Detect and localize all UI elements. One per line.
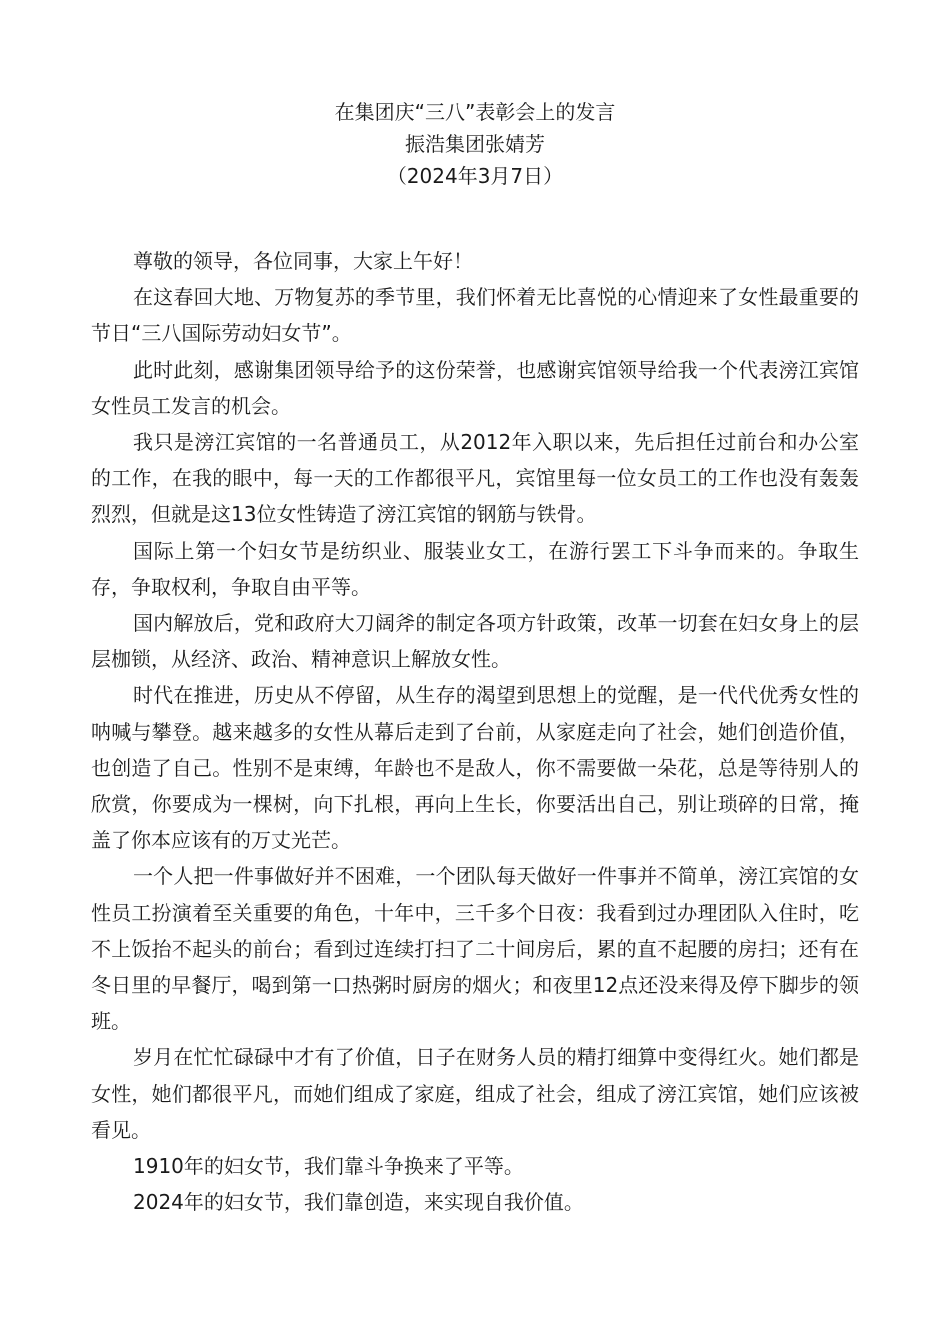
speech-body bbox=[91, 243, 859, 1220]
paragraph: 在这春回大地、万物复苏的季节里，我们怀着无比喜悦的心情迎来了女性最重要的节日“三八国际劳动妇女节”。 bbox=[91, 285, 859, 346]
paragraph: 一个人把一件事做好并不困难，一个团队每天做好一件事并不简单，滂江宾馆的女性员工扮演着至关重要的角色，十年中，三千多个日夜：我看到过办理团队入住时，吃不上饭抬不起头的前台；看到过连续打扫了二十间房后，累的直不起腰的房扫；还有在冬日里的早餐厅，喝到第一口热粥时厨房的烟火；和夜里12点还没来得及停下脚步的领班。 bbox=[91, 864, 859, 1034]
paragraph: 2024年的妇女节，我们靠创造，来实现自我价值。 bbox=[133, 1190, 584, 1215]
document-header bbox=[0, 96, 950, 192]
paragraph: 时代在推进，历史从不停留，从生存的渴望到思想上的觉醒，是一代代优秀女性的呐喊与攀登。越来越多的女性从幕后走到了台前，从家庭走向了社会，她们创造价值，也创造了自己。性别不是束缚，年龄也不是敌人，你不需要做一朵花，总是等待别人的欣赏，你要成为一棵树，向下扎根，再向上生长，你要活出自己，别让琐碎的日常，掩盖了你本应该有的万丈光芒。 bbox=[91, 683, 859, 853]
paragraph: 1910年的妇女节，我们靠斗争换来了平等。 bbox=[133, 1154, 524, 1179]
speech-date: （2024年3月7日） bbox=[386, 164, 564, 188]
paragraph: 岁月在忙忙碌碌中才有了价值，日子在财务人员的精打细算中变得红火。她们都是女性，她们都很平凡，而她们组成了家庭，组成了社会，组成了滂江宾馆，她们应该被看见。 bbox=[91, 1045, 859, 1142]
paragraph: 国内解放后，党和政府大刀阔斧的制定各项方针政策，改革一切套在妇女身上的层层枷锁，从经济、政治、精神意识上解放女性。 bbox=[91, 611, 859, 672]
paragraph-greeting: 尊敬的领导，各位同事，大家上午好！ bbox=[133, 249, 473, 273]
speaker-name: 振浩集团张婧芳 bbox=[405, 132, 545, 156]
paragraph: 国际上第一个妇女节是纺织业、服装业女工，在游行罢工下斗争而来的。争取生存，争取权利，争取自由平等。 bbox=[91, 538, 859, 599]
paragraph: 我只是滂江宾馆的一名普通员工，从2012年入职以来，先后担任过前台和办公室的工作，在我的眼中，每一天的工作都很平凡，宾馆里每一位女员工的工作也没有轰轰烈烈，但就是这13位女性铸造了滂江宾馆的钢筋与铁骨。 bbox=[91, 430, 859, 527]
speech-title: 在集团庆“三八”表彰会上的发言 bbox=[334, 100, 616, 124]
paragraph: 此时此刻，感谢集团领导给予的这份荣誉，也感谢宾馆领导给我一个代表滂江宾馆女性员工发言的机会。 bbox=[91, 357, 859, 418]
